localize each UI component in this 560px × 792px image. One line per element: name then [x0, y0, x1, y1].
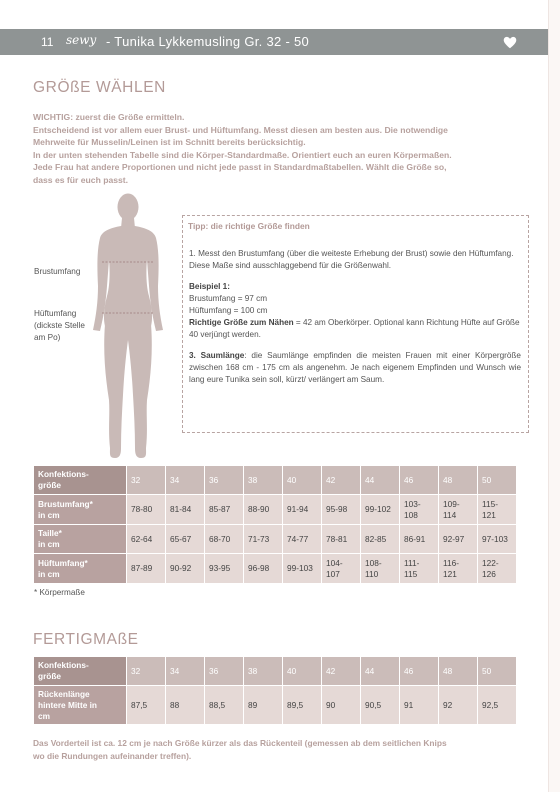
cell-text: 114	[443, 509, 457, 520]
size-header-cell: 42	[322, 657, 360, 685]
example-hip: Hüftumfang = 100 cm	[189, 306, 268, 315]
heart-icon	[501, 33, 519, 51]
hem-label: 3. Saumlänge	[189, 351, 245, 360]
table-cell	[439, 686, 477, 724]
table-cell	[478, 495, 516, 524]
table-cell	[400, 525, 438, 553]
size-header-cell: 42	[322, 466, 360, 494]
header-bar	[0, 29, 560, 55]
cell-text: 87-89	[131, 563, 153, 573]
section-title-size: GRÖßE WÄHLEN	[33, 79, 166, 96]
label-hip-line: Hüftumfang	[34, 309, 77, 318]
page-edge	[548, 0, 560, 792]
body-silhouette	[88, 190, 168, 462]
cell-text: Hüftumfang*	[38, 557, 88, 568]
cell-text: Brustumfang*	[38, 498, 93, 509]
table-row	[34, 525, 516, 553]
cell-text: größe	[38, 671, 62, 681]
cell-text: 103-	[404, 498, 421, 509]
bottom-note-line: wo die Rundungen aufeinander treffen).	[33, 750, 192, 761]
intro-line: Jede Frau hat andere Proportionen und nicht jede passt in Standardmaßtabellen. Wählt die Größe so,	[33, 162, 447, 173]
cell-text: 88,5	[209, 699, 226, 710]
table-cell	[244, 686, 282, 724]
cell-text: 111-	[404, 557, 420, 568]
row-header	[34, 554, 126, 583]
example-result-label: Richtige Größe zum Nähen	[189, 318, 294, 327]
column-header	[34, 657, 126, 685]
table-row	[34, 554, 516, 583]
cell-text: 116-	[443, 557, 459, 568]
size-header-cell: 50	[478, 466, 516, 494]
table-cell	[283, 495, 321, 524]
cell-text: 85-87	[209, 504, 231, 514]
size-header-cell: 44	[361, 657, 399, 685]
document-title: - Tunika Lykkemusling Gr. 32 - 50	[106, 34, 310, 49]
cell-text: 90	[326, 699, 336, 710]
size-header-cell: 48	[439, 657, 477, 685]
bottom-note-line: Das Vorderteil ist ca. 12 cm je nach Größe kürzer als das Rückenteil (gemessen ab dem seitlichen Knips	[33, 738, 447, 748]
cell-text: 87,5	[131, 699, 148, 710]
table-cell	[283, 686, 321, 724]
intro-text	[33, 111, 545, 187]
table-row	[34, 495, 516, 524]
table-cell	[400, 686, 438, 724]
table-cell	[205, 554, 243, 583]
table-header-row	[34, 466, 516, 494]
table-cell	[244, 495, 282, 524]
cell-text: hintere Mitte in	[38, 699, 98, 710]
cell-text: 104-	[326, 557, 343, 568]
table-cell	[478, 686, 516, 724]
cell-text: 108	[404, 509, 418, 520]
table-cell	[127, 525, 165, 553]
cell-text: 121	[482, 509, 496, 520]
label-hip-line: (dickste Stelle	[34, 321, 85, 330]
cell-text: 81-84	[170, 504, 192, 514]
cell-text: 86-91	[404, 533, 426, 544]
tip-hem-paragraph	[189, 350, 521, 386]
finished-measurements-table	[33, 656, 517, 725]
intro-line: WICHTIG: zuerst die Größe ermitteln.	[33, 112, 185, 122]
table-cell	[166, 495, 204, 524]
table-cell	[205, 495, 243, 524]
cell-text: 92,5	[482, 699, 499, 710]
cell-text: 95-98	[326, 504, 348, 514]
bottom-note	[33, 737, 548, 762]
table-cell	[244, 525, 282, 553]
size-header-cell: 38	[244, 657, 282, 685]
row-header	[34, 495, 126, 524]
example-title: Beispiel 1:	[189, 282, 230, 291]
section-title-finished: FERTIGMAßE	[33, 631, 139, 648]
cell-text: 115	[404, 568, 418, 579]
size-header-cell: 36	[205, 466, 243, 494]
table-cell	[322, 495, 360, 524]
tip-title: Tipp: die richtige Größe finden	[188, 221, 310, 231]
label-bust: Brustumfang	[34, 267, 81, 276]
cell-text: 82-85	[365, 533, 387, 544]
cell-text: 93-95	[209, 563, 231, 573]
cell-text: 96-98	[248, 563, 270, 573]
table-cell	[322, 554, 360, 583]
cell-text: 99-102	[365, 504, 391, 514]
row-header	[34, 525, 126, 553]
footnote: * Körpermaße	[34, 588, 85, 597]
intro-line: Entscheidend ist vor allem euer Brust- und Hüftumfang. Messt diesen am besten aus. Die notwendige	[33, 124, 448, 135]
table-cell	[244, 554, 282, 583]
hem-text: : die Saumlänge empfinden die meisten Frauen mit einer Körpergröße zwischen 168 cm - 175 cm als angenehm. Je nach eigenem Empfinden und Wunsch wie lang eure Tunika sein soll, kürzt/ verlängert am Saum.	[189, 351, 521, 384]
table-cell	[361, 495, 399, 524]
cell-text: 90,5	[365, 699, 382, 710]
table-cell	[400, 495, 438, 524]
size-header-cell: 34	[166, 657, 204, 685]
cell-text: 110	[365, 568, 379, 579]
example-result-text: = 42 am Oberkörper. Optional kann Richtung Hüfte auf Größe 40 verjüngt werden.	[189, 318, 520, 339]
table-cell	[439, 554, 477, 583]
table-cell	[439, 495, 477, 524]
cell-text: 107	[326, 568, 340, 579]
table-cell	[439, 525, 477, 553]
table-cell	[127, 495, 165, 524]
size-header-cell: 38	[244, 466, 282, 494]
size-header-cell: 32	[127, 657, 165, 685]
size-header-cell: 48	[439, 466, 477, 494]
size-header-cell: 40	[283, 657, 321, 685]
intro-line: In der unten stehenden Tabelle sind die Körper-Standardmaße. Orientiert euch an euren Körpermaßen.	[33, 149, 452, 160]
tip-body	[189, 248, 521, 386]
cell-text: 88	[170, 699, 180, 710]
table-cell	[322, 686, 360, 724]
table-cell	[205, 686, 243, 724]
example-result	[189, 317, 521, 341]
cell-text: in cm	[38, 509, 60, 520]
size-header-cell: 36	[205, 657, 243, 685]
table-cell	[166, 554, 204, 583]
column-header	[34, 466, 126, 494]
size-header-cell: 46	[400, 657, 438, 685]
cell-text: cm	[38, 710, 50, 721]
cell-text: 71-73	[248, 533, 270, 544]
cell-text: in cm	[38, 539, 60, 549]
row-header	[34, 686, 126, 724]
cell-text: 126	[482, 568, 496, 579]
intro-line: Mehrweite für Musselin/Leinen ist im Schnitt bereits berücksichtig.	[33, 137, 306, 148]
label-hip-line: am Po)	[34, 333, 61, 342]
table-cell	[127, 554, 165, 583]
table-cell	[478, 525, 516, 553]
cell-text: 92	[443, 699, 453, 710]
intro-line: dass es für euch passt.	[33, 174, 129, 185]
cell-text: 90-92	[170, 563, 192, 573]
size-header-cell: 44	[361, 466, 399, 494]
table-cell	[205, 525, 243, 553]
cell-text: 62-64	[131, 533, 153, 544]
table-cell	[283, 525, 321, 553]
table-header-row	[34, 657, 516, 685]
table-cell	[361, 525, 399, 553]
cell-text: 74-77	[287, 533, 309, 544]
cell-text: 88-90	[248, 504, 270, 514]
size-header-cell: 50	[478, 657, 516, 685]
cell-text: 99-103	[287, 563, 313, 573]
cell-text: Konfektions-	[38, 660, 89, 670]
cell-text: 115-	[482, 498, 498, 509]
cell-text: 91	[404, 699, 414, 710]
cell-text: Taille*	[38, 528, 62, 538]
table-cell	[361, 554, 399, 583]
brand-logo: sewy	[66, 33, 97, 47]
cell-text: 122-	[482, 557, 499, 568]
cell-text: in cm	[38, 568, 60, 579]
table-row	[34, 686, 516, 724]
cell-text: 91-94	[287, 504, 309, 514]
size-table	[33, 465, 517, 584]
cell-text: 78-81	[326, 533, 348, 544]
page-number: 11	[41, 35, 54, 49]
table-cell	[166, 686, 204, 724]
cell-text: 97-103	[482, 533, 508, 544]
cell-text: 65-67	[170, 533, 192, 544]
table-cell	[283, 554, 321, 583]
cell-text: 89	[248, 699, 258, 710]
cell-text: 108-	[365, 557, 382, 568]
cell-text: Rückenlänge	[38, 688, 90, 699]
cell-text: 78-80	[131, 504, 153, 514]
example-bust: Brustumfang = 97 cm	[189, 294, 268, 303]
cell-text: 89,5	[287, 699, 304, 710]
size-header-cell: 34	[166, 466, 204, 494]
cell-text: 92-97	[443, 533, 465, 544]
table-cell	[166, 525, 204, 553]
cell-text: 68-70	[209, 533, 231, 544]
table-cell	[478, 554, 516, 583]
table-cell	[322, 525, 360, 553]
table-cell	[127, 686, 165, 724]
cell-text: größe	[38, 480, 62, 490]
table-cell	[400, 554, 438, 583]
cell-text: 121	[443, 568, 457, 579]
cell-text: 109-	[443, 498, 460, 509]
cell-text: Konfektions-	[38, 469, 89, 479]
size-header-cell: 32	[127, 466, 165, 494]
size-header-cell: 46	[400, 466, 438, 494]
size-header-cell: 40	[283, 466, 321, 494]
tip-paragraph: 1. Messt den Brustumfang (über die weiteste Erhebung der Brust) sowie den Hüftumfang. Diese Maße sind ausschlaggebend für die Größenwahl.	[189, 249, 514, 270]
label-hip	[34, 308, 85, 344]
table-cell	[361, 686, 399, 724]
